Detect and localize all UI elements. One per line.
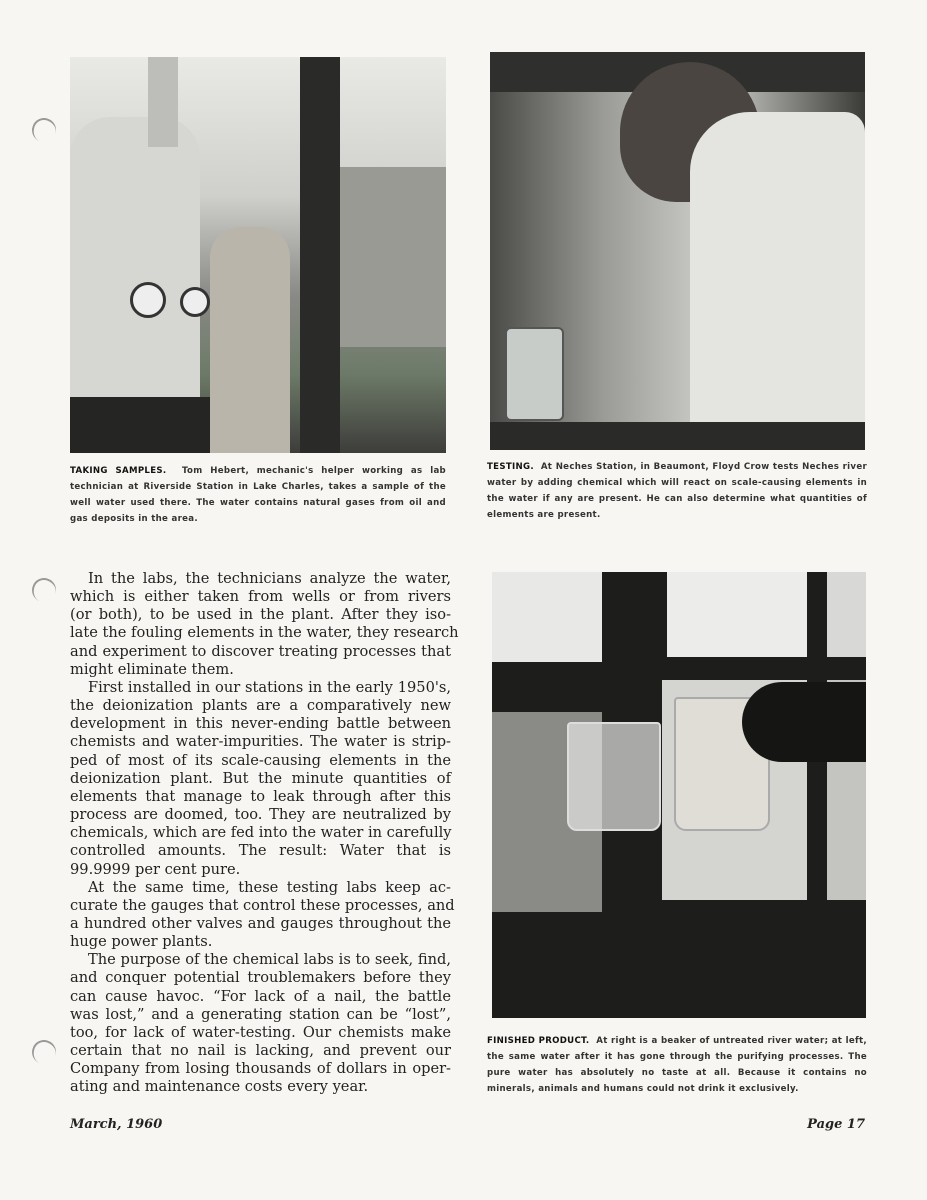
text-line: At the same time, these testing labs keep ac- [88, 878, 451, 896]
photo-testing [490, 52, 865, 450]
photo-taking-samples [70, 57, 446, 453]
article-body [70, 570, 459, 1097]
caption-testing: TESTING. At Neches Station, in Beaumont, Floyd Crow tests Neches river water by adding chemical which will react on scale-causing elements in the water if any are present. He can also determine what quantities of elements are present. [487, 462, 867, 520]
text-line: late the fouling elements in the water, they research [70, 624, 459, 642]
binder-hole-mark [29, 1037, 60, 1068]
binder-hole-mark [29, 575, 60, 606]
photo-finished-product [492, 572, 866, 1018]
text-line: controlled amounts. The result: Water that is [70, 842, 451, 860]
page-number: Page 17 [807, 1117, 865, 1132]
text-line: and experiment to discover treating processes that [70, 642, 451, 660]
text-line: too, for lack of water-testing. Our chemists make [70, 1023, 451, 1041]
text-line: ating and maintenance costs every year. [70, 1078, 369, 1096]
text-line: elements that manage to leak through after this [70, 787, 451, 805]
text-line: In the labs, the technicians analyze the water, [88, 570, 451, 587]
text-line: First installed in our stations in the early 1950's, [88, 678, 451, 696]
text-line: Company from losing thousands of dollars in oper- [70, 1060, 451, 1078]
text-line: which is either taken from wells or from rivers [70, 588, 451, 606]
text-line: certain that no nail is lacking, and prevent our [70, 1042, 451, 1060]
text-line: development in this never-ending battle between [70, 715, 451, 733]
text-line: chemicals, which are fed into the water in carefully [70, 824, 452, 842]
text-line: curate the gauges that control these processes, and [70, 896, 455, 914]
text-line: 99.9999 per cent pure. [70, 860, 241, 878]
text-line: process are doomed, too. They are neutralized by [70, 806, 451, 824]
text-line: and conquer potential troublemakers before they [70, 969, 451, 987]
text-line: might eliminate them. [70, 660, 234, 678]
text-line: deionization plant. But the minute quantities of [70, 769, 451, 787]
caption-taking-samples: TAKING SAMPLES. Tom Hebert, mechanic's helper working as lab technician at Riverside Station in Lake Charles, takes a sample of the well water used there. The water contains natural gases from oil and gas deposits in the area. [70, 466, 446, 524]
text-line: a hundred other valves and gauges throughout the [70, 914, 451, 932]
paragraph [70, 951, 451, 1096]
paragraph [70, 679, 451, 879]
text-line: can cause havoc. “For lack of a nail, the battle [70, 987, 451, 1005]
paragraph [70, 878, 455, 952]
text-line: The purpose of the chemical labs is to seek, find, [88, 951, 451, 969]
text-line: the deionization plants are a comparatively new [70, 697, 451, 715]
paragraph [70, 570, 459, 679]
text-line: ped of most of its scale-causing elements in the [70, 751, 451, 769]
text-line: was lost,” and a generating station can be “lost”, [70, 1005, 451, 1023]
issue-date: March, 1960 [70, 1117, 163, 1132]
text-line: huge power plants. [70, 933, 213, 951]
caption-finished-product: FINISHED PRODUCT. At right is a beaker of untreated river water; at left, the same water after it has gone through the purifying processes. The pure water has absolutely no taste at all. Because it contains no minerals, animals and humans could not drink it exclusively. [487, 1036, 867, 1094]
text-line: chemists and water-impurities. The water is strip- [70, 733, 451, 751]
binder-hole-mark [29, 115, 60, 146]
text-line: (or both), to be used in the plant. After they iso- [70, 606, 451, 624]
